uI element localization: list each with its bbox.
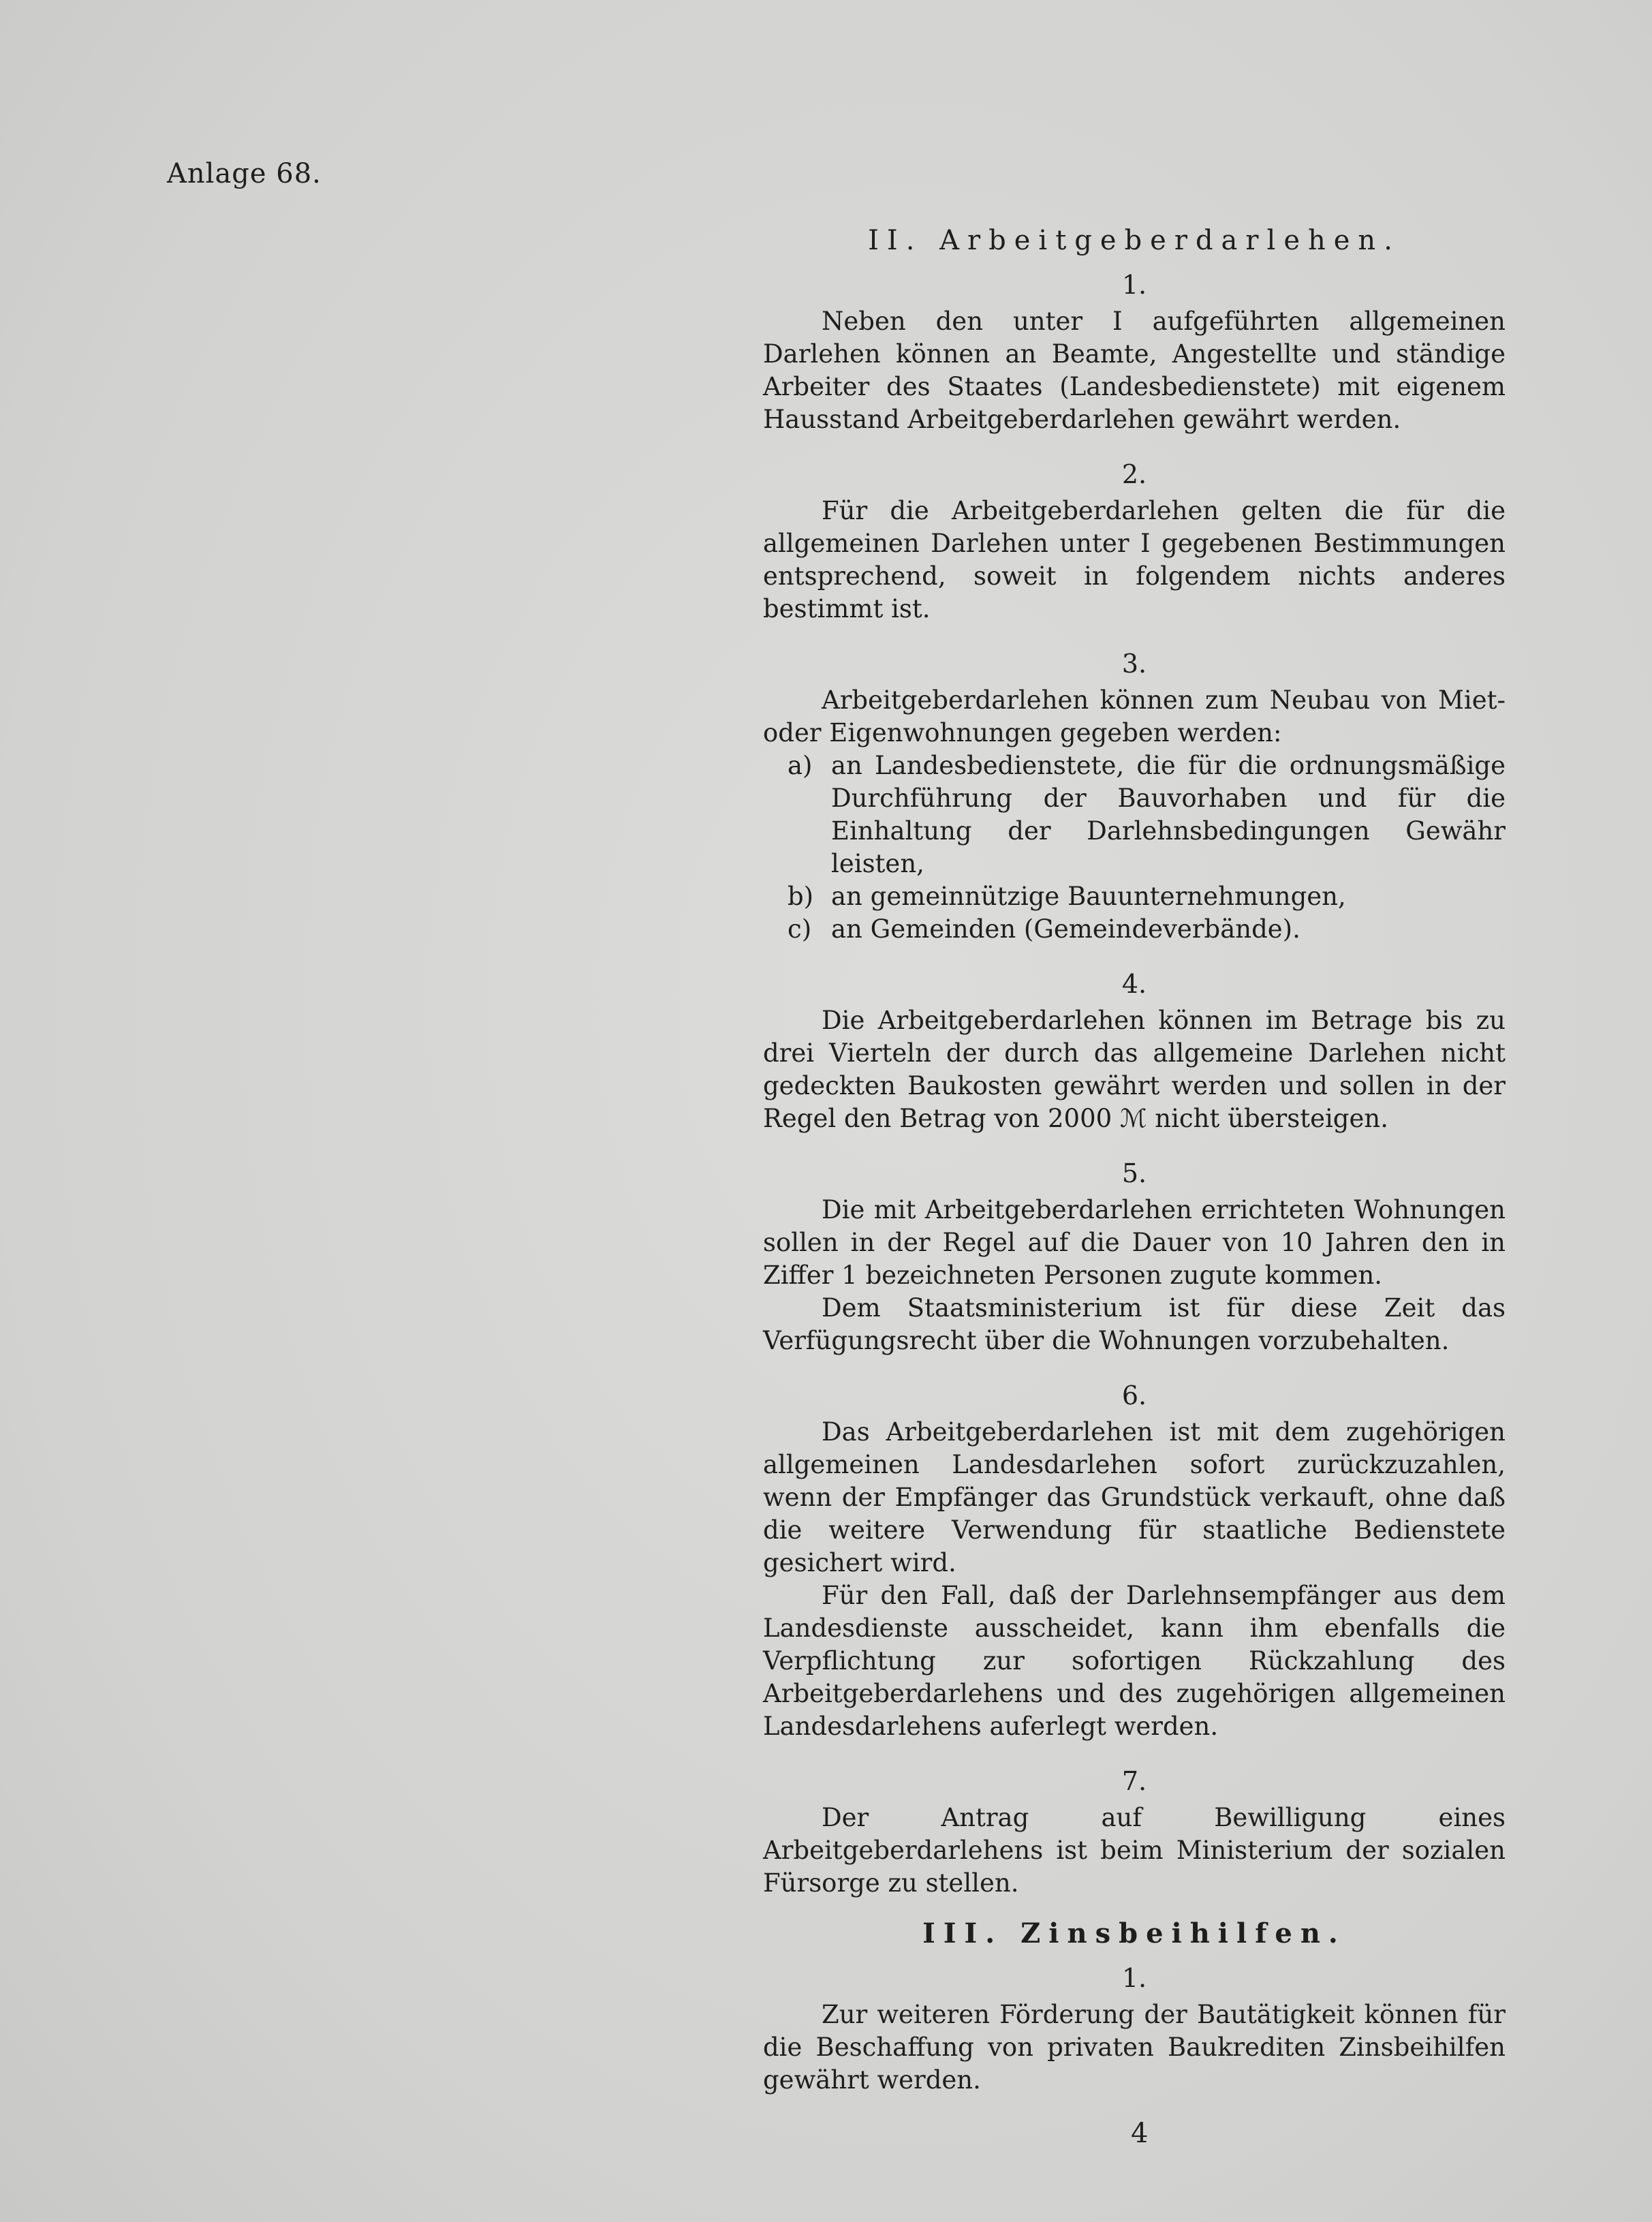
clause-paragraph: Neben den unter I aufgeführten allgemeinen Darlehen können an Beamte, Angestellte und ständige Arbeiter des Staates (Landesbedienstete) mit eigenem Hausstand Arbeitgeberdarlehen gewährt werden. — [763, 307, 1506, 434]
paragraph-gap — [763, 1135, 1506, 1158]
clause-paragraph: Der Antrag auf Bewilligung eines Arbeitgeberdarlehens ist beim Ministerium der sozialen Fürsorge zu stellen. — [763, 1803, 1506, 1898]
clause-list — [763, 750, 1506, 946]
clause-paragraph: Arbeitgeberdarlehen können zum Neubau von Miet- oder Eigenwohnungen gegeben werden: — [763, 685, 1506, 747]
clause-paragraph: Zur weiteren Förderung der Bautätigkeit können für die Beschaffung von privaten Baukrediten Zinsbeihilfen gewährt werden. — [763, 2000, 1506, 2095]
clause-paragraph: Die mit Arbeitgeberdarlehen errichteten Wohnungen sollen in der Regel auf die Dauer von 10 Jahren den in Ziffer 1 bezeichneten Personen zugute kommen. — [763, 1195, 1506, 1290]
section-body-zinsbeihilfen — [763, 1963, 1506, 2097]
clause-paragraph: Die Arbeitgeberdarlehen können im Betrage bis zu drei Vierteln der durch das allgemeine Darlehen nicht gedeckten Baukosten gewährt werden und sollen in der Regel den Betrag von 2000 ℳ nicht übersteigen. — [763, 1006, 1506, 1133]
clause-number: 6. — [1121, 1380, 1147, 1410]
list-item-label: b) — [788, 882, 814, 911]
section-body-arbeitgeberdarlehen — [763, 270, 1506, 1900]
list-item-text: an Gemeinden (Gemeindeverbände). — [831, 914, 1300, 944]
main-column — [763, 225, 1506, 2097]
paragraph-gap — [763, 1743, 1506, 1766]
list-item-label: a) — [788, 751, 813, 780]
clause-paragraph: Das Arbeitgeberdarlehen ist mit dem zugehörigen allgemeinen Landesdarlehen sofort zurückzuzahlen, wenn der Empfänger das Grundstück verkauft, ohne daß die weitere Verwendung für staatliche Bedienstete gesichert wird. — [763, 1417, 1506, 1577]
annex-label: Anlage 68. — [167, 158, 322, 189]
clause-number: 7. — [1121, 1766, 1147, 1796]
clause-number: 2. — [1121, 459, 1147, 489]
list-item-text: an Landesbedienstete, die für die ordnungsmäßige Durchführung der Bauvorhaben und für die Einhaltung der Darlehnsbedingungen Gewähr leisten, — [831, 751, 1506, 878]
list-item — [763, 750, 1506, 880]
list-item — [763, 880, 1506, 913]
list-item — [763, 913, 1506, 946]
paragraph-gap — [763, 436, 1506, 459]
clause-paragraph: Für den Fall, daß der Darlehnsempfänger aus dem Landesdienste ausscheidet, kann ihm ebenfalls die Verpflichtung zur sofortigen Rückzahlung des Arbeitgeberdarlehens und des zugehörigen allgemeinen Landesdarlehens auferlegt werden. — [763, 1581, 1506, 1741]
clause-number: 4. — [1121, 969, 1147, 999]
clause-number: 1. — [1121, 1963, 1147, 1993]
clause-paragraph: Dem Staatsministerium ist für diese Zeit das Verfügungsrecht über die Wohnungen vorzubehalten. — [763, 1293, 1506, 1355]
clause-number: 1. — [1121, 270, 1147, 300]
paragraph-gap — [763, 626, 1506, 649]
list-item-text: an gemeinnützige Bauunternehmungen, — [831, 882, 1346, 911]
list-item-label: c) — [788, 914, 812, 944]
section-title-arbeitgeberdarlehen: II. Arbeitgeberdarlehen. — [868, 225, 1401, 256]
paragraph-gap — [763, 1357, 1506, 1380]
paragraph-gap — [763, 946, 1506, 969]
page-number: 4 — [1131, 2118, 1149, 2149]
clause-number: 5. — [1121, 1158, 1147, 1188]
clause-number: 3. — [1121, 649, 1147, 679]
section-title-zinsbeihilfen: III. Zinsbeihilfen. — [922, 1917, 1346, 1949]
clause-paragraph: Für die Arbeitgeberdarlehen gelten die für die allgemeinen Darlehen unter I gegebenen Bestimmungen entsprechend, soweit in folgendem nichts anderes bestimmt ist. — [763, 496, 1506, 623]
